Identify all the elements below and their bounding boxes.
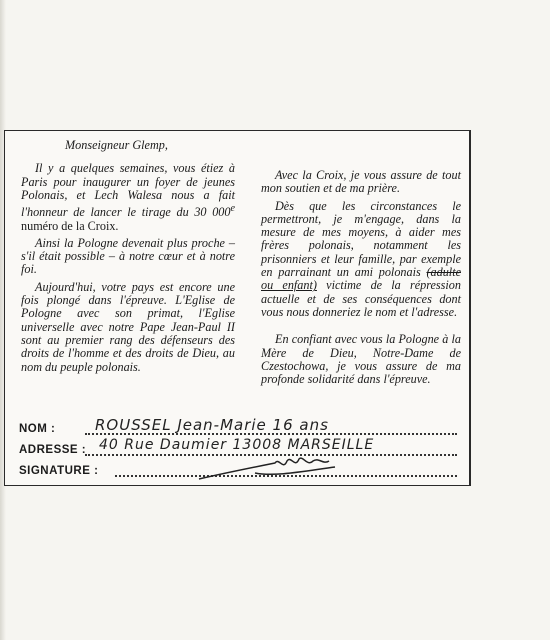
letter-clipping <box>4 130 471 486</box>
signature-scribble <box>195 453 345 485</box>
left-p1-text-c: la Croix. <box>75 218 119 233</box>
left-p1-superscript: e <box>230 203 235 215</box>
right-paragraph-3: En confiant avec vous la Pologne à la Mère de Dieu, Notre-Dame de Czestochowa, je vous assure de ma profonde solidarité dans l'épreuve. <box>261 332 461 387</box>
left-paragraph-3: Aujourd'hui, votre pays est encore une fois plongé dans l'épreuve. L'Eglise de Pologne avec son primat, l'Eglise universelle avec notre Pape Jean-Paul II sont au premier rang des défenseurs des droits de l'homme et des droits de Dieu, au nom du peuple polonais. <box>21 279 235 374</box>
right-column <box>261 169 461 390</box>
right-paragraph-1: Avec la Croix, je vous assure de tout mon soutien et de ma prière. <box>261 168 461 196</box>
nom-handwritten: ROUSSEL Jean-Marie 16 ans <box>95 416 329 434</box>
adresse-handwritten: 40 Rue Daumier 13008 MARSEILLE <box>99 437 375 453</box>
signature-label: SIGNATURE : <box>19 465 99 477</box>
struck-text: (adulte <box>426 265 461 280</box>
right-p2-text-b: victime de la répression actuelle et de ses conséquences dont vous nous donneriez le nom et l'adresse. <box>261 278 461 319</box>
nom-label: NOM : <box>19 423 56 435</box>
left-paragraph-1 <box>21 162 235 233</box>
right-p2-text-a: Dès que les circonstances le permettront, je m'engage, dans la mesure de mes moyens, à aider mes frères polonais, notamment les prisonniers et leur famille, par exemple en parrainant un ami polonais <box>261 198 461 280</box>
left-p1-text-b: numéro de <box>21 218 76 233</box>
adresse-label: ADRESSE : <box>19 444 87 456</box>
reply-form <box>15 416 465 482</box>
signature-row <box>15 461 465 482</box>
left-column <box>21 139 235 378</box>
underlined-text: ou enfant) <box>261 278 317 293</box>
left-p1-text-a: Il y a quelques semaines, vous étiez à Paris pour inaugurer un foyer de jeunes Polonais, et Lech Walesa nous a fait l'honneur de lancer le tirage du 30 000 <box>21 161 235 220</box>
right-paragraph-2 <box>261 200 461 320</box>
salutation: Monseigneur Glemp, <box>65 138 168 152</box>
left-paragraph-2: Ainsi la Pologne devenait plus proche – s'il était possible – à notre cœur et à notre foi. <box>21 235 235 277</box>
